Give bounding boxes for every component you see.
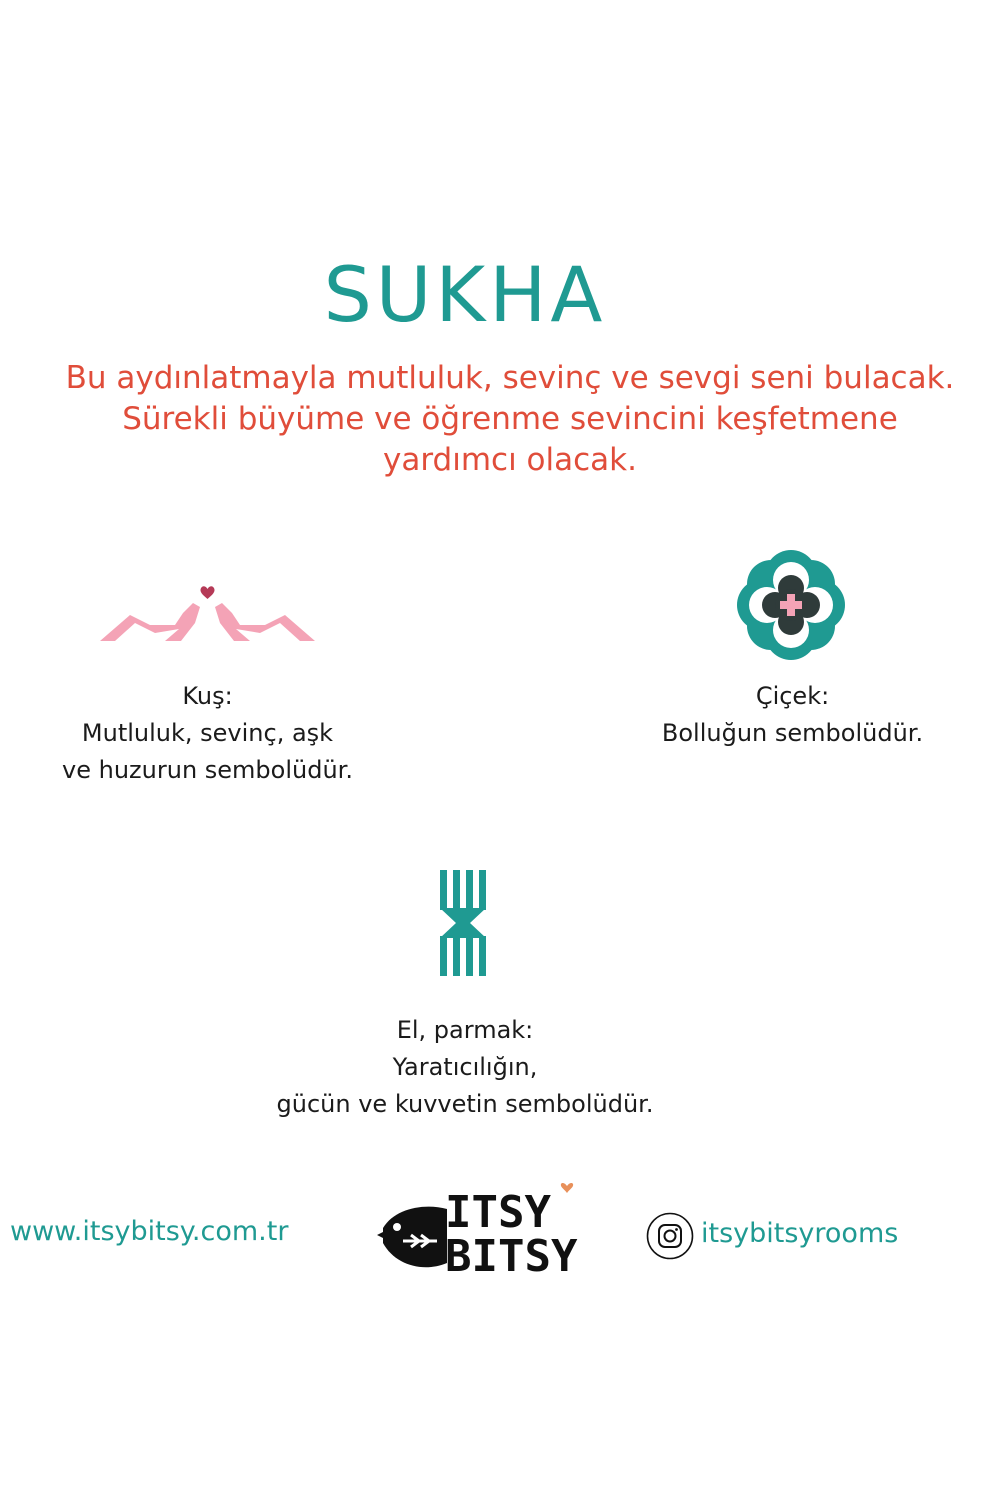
- intro-line-3: yardımcı olacak.: [383, 442, 637, 478]
- website-link[interactable]: www.itsybitsy.com.tr: [10, 1216, 289, 1247]
- bird-desc-line-2: ve huzurun sembolüdür.: [62, 756, 353, 784]
- bird-desc-line-1: Mutluluk, sevinç, aşk: [81, 719, 334, 747]
- hand-desc-line-1: Yaratıcılığın,: [392, 1053, 538, 1081]
- hand-caption: [240, 1012, 690, 1123]
- flower-icon: [733, 550, 849, 660]
- svg-text:BITSY: BITSY: [445, 1231, 578, 1278]
- flower-label: Çiçek:: [755, 682, 830, 710]
- hand-label: El, parmak:: [396, 1016, 534, 1044]
- itsy-bitsy-logo: [375, 1183, 580, 1278]
- page-title: SUKHA: [323, 250, 607, 339]
- intro-text: [20, 358, 1000, 481]
- svg-text:ITSY: ITSY: [445, 1187, 551, 1238]
- intro-line-1: Bu aydınlatmayla mutluluk, sevinç ve sevgi seni bulacak.: [65, 360, 955, 396]
- hand-desc-line-2: gücün ve kuvvetin sembolüdür.: [276, 1090, 654, 1118]
- intro-line-2: Sürekli büyüme ve öğrenme sevincini keşfetmene: [122, 401, 898, 437]
- bird-label: Kuş:: [182, 682, 233, 710]
- instagram-icon[interactable]: [646, 1212, 694, 1260]
- hand-finger-icon: [440, 870, 488, 976]
- flower-desc-line-1: Bolluğun sembolüdür.: [661, 719, 924, 747]
- flower-caption: [620, 678, 965, 752]
- instagram-handle[interactable]: itsybitsyrooms: [701, 1218, 899, 1249]
- bird-caption: [30, 678, 385, 789]
- bird-pair-icon: [95, 585, 320, 647]
